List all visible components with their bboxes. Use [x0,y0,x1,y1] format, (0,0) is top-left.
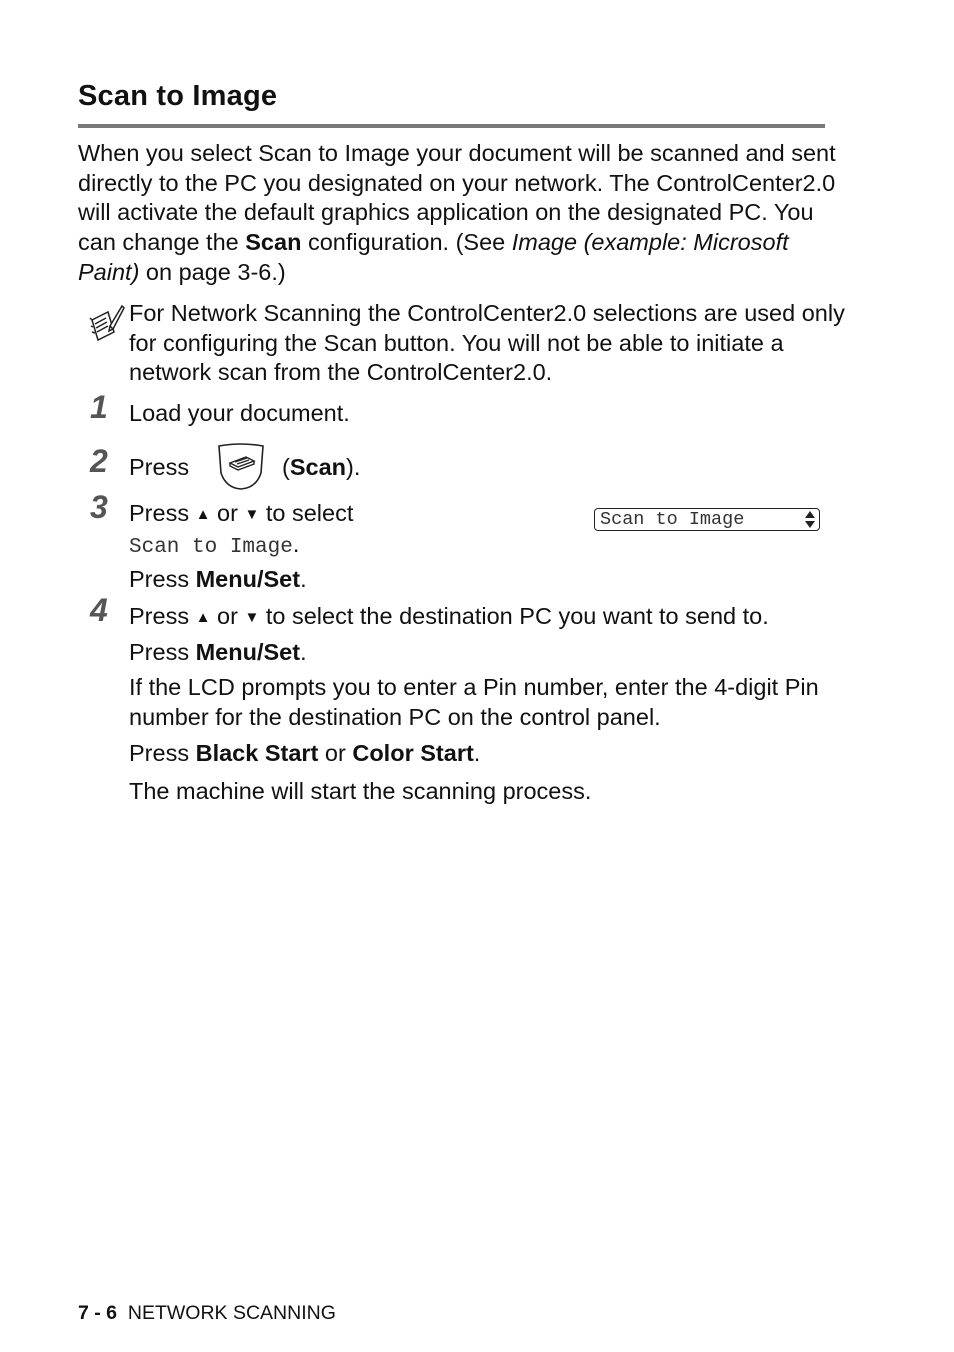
step-number-2: 2 [90,443,108,479]
down-arrow-icon: ▼ [244,609,260,626]
step-4-menu-set: Press Menu/Set. [129,639,307,665]
intro-paragraph [78,139,838,288]
step-2-scan-label: (Scan). [282,454,361,480]
scan-key-icon [216,443,266,491]
intro-text-3: on page 3-6.) [139,258,286,285]
color-start-key-label: Color Start [352,740,474,766]
step-4-start-keys: Press Black Start or Color Start. [129,740,481,766]
down-arrow-icon: ▼ [244,506,260,523]
menu-set-key-label: Menu/Set [195,639,301,665]
note-pencil-icon [86,302,126,348]
menu-set-key-label: Menu/Set [195,566,301,592]
step-3-line-1: Press ▲ or ▼ to select [129,500,354,526]
step-3-lcd-value: Scan to Image. [129,531,300,559]
up-arrow-icon: ▲ [195,609,211,626]
intro-cross-reference: Image (example: Microsoft Paint) [78,229,789,285]
step-number-3: 3 [90,489,108,525]
step-3-menu-set: Press Menu/Set. [129,566,307,592]
page-title: Scan to Image [78,80,278,112]
title-rule [78,124,825,128]
section-name: NETWORK SCANNING [127,1302,336,1324]
intro-scan-bold: Scan [245,229,302,256]
lcd-display [594,508,820,531]
step-4-final-text: The machine will start the scanning process. [129,778,592,804]
step-1-text: Load your document. [129,400,350,426]
up-arrow-icon: ▲ [195,506,211,523]
lcd-display-text: Scan to Image [600,509,745,530]
step-number-1: 1 [90,389,108,425]
step-4-pin-text: If the LCD prompts you to enter a Pin number, enter the 4-digit Pin number for the destination PC on the control panel. [129,674,819,730]
step-4-line-1: Press ▲ or ▼ to select the destination PC you want to send to. [129,603,769,629]
scan-key-label: Scan [289,454,346,480]
black-start-key-label: Black Start [195,740,319,766]
page-number: 7 - 6 [78,1302,118,1324]
note-text: For Network Scanning the ControlCenter2.0 selections are used only for configuring the Scan button. You will not be able to initiate a network scan from the ControlCenter2.0. [129,300,845,386]
intro-text-1: When you select Scan to Image your document will be scanned and sent directly to the PC you designated on your network. The ControlCenter2.0 will activate the default graphics application on the designated PC. You can change the [78,140,836,256]
step-2-press: Press [129,454,190,480]
page-footer [78,1302,336,1325]
step-number-4: 4 [90,592,108,628]
up-down-arrows-icon [804,510,816,529]
intro-text-2: configuration. (See [301,229,512,256]
